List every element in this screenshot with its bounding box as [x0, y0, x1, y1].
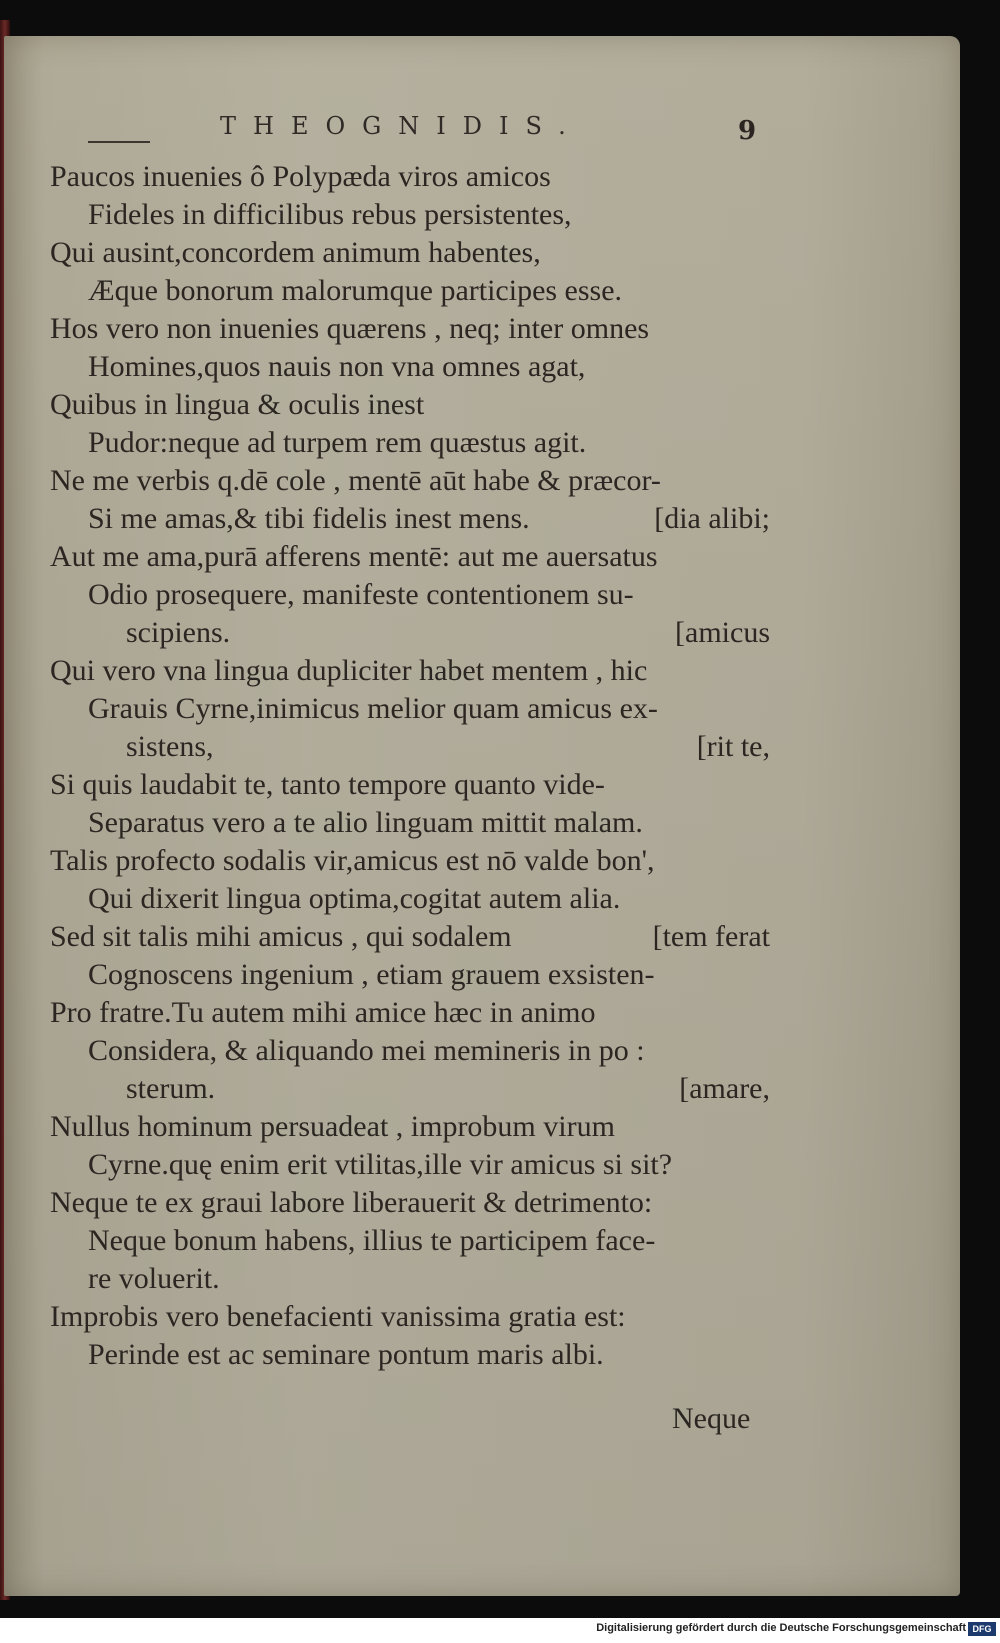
line-text: Qui dixerit lingua optima,cogitat autem alia.: [88, 882, 621, 915]
line-text: Grauis Cyrne,inimicus melior quam amicus ex-: [88, 692, 658, 725]
text-line: [50, 690, 770, 728]
text-line: [50, 1070, 770, 1108]
line-text: Neque te ex graui labore liberauerit & detrimento:: [50, 1186, 653, 1219]
line-continuation: [amicus: [675, 616, 770, 649]
line-text: Pudor:neque ad turpem rem quæstus agit.: [88, 426, 587, 459]
line-text: Talis profecto sodalis vir,amicus est nō valde bon',: [50, 844, 655, 877]
text-line: [50, 386, 770, 424]
header-rule: [88, 141, 150, 143]
line-text: Æque bonorum malorumque participes esse.: [88, 274, 623, 307]
text-line: [50, 918, 770, 956]
text-line: [50, 728, 770, 766]
line-text: scipiens.: [126, 616, 231, 649]
text-line: [50, 1222, 770, 1260]
line-text: Quibus in lingua & oculis inest: [50, 388, 425, 421]
line-continuation: [dia alibi;: [654, 502, 770, 535]
line-continuation: [amare,: [679, 1072, 770, 1105]
text-line: [50, 1298, 770, 1336]
line-text: Perinde est ac seminare pontum maris albi.: [88, 1338, 604, 1371]
line-text: Neque bonum habens, illius te participem face-: [88, 1224, 656, 1257]
line-text: Cognoscens ingenium , etiam grauem exsisten-: [88, 958, 655, 991]
line-text: Hos vero non inuenies quærens , neq; inter omnes: [50, 312, 650, 345]
line-text: Si me amas,& tibi fidelis inest mens.: [88, 502, 530, 535]
line-text: Improbis vero benefacienti vanissima gratia est:: [50, 1300, 626, 1333]
line-text: sterum.: [126, 1072, 216, 1105]
text-line: [50, 804, 770, 842]
line-continuation: [tem ferat: [652, 920, 770, 953]
main-text: [50, 158, 770, 1374]
line-text: Qui ausint,concordem animum habentes,: [50, 236, 541, 269]
text-line: [50, 576, 770, 614]
text-line: [50, 234, 770, 272]
line-text: Nullus hominum persuadeat , improbum virum: [50, 1110, 615, 1143]
text-line: [50, 310, 770, 348]
line-text: Pro fratre.Tu autem mihi amice hæc in animo: [50, 996, 596, 1029]
line-text: Separatus vero a te alio linguam mittit malam.: [88, 806, 643, 839]
text-line: [50, 158, 770, 196]
line-text: Aut me ama,purā afferens mentē: aut me auersatus: [50, 540, 658, 573]
text-line: [50, 500, 770, 538]
line-continuation: [rit te,: [696, 730, 770, 763]
line-text: Paucos inuenies ô Polypæda viros amicos: [50, 160, 551, 193]
text-line: [50, 196, 770, 234]
line-text: Fideles in difficilibus rebus persistentes,: [88, 198, 572, 231]
line-text: Odio prosequere, manifeste contentionem su-: [88, 578, 634, 611]
text-line: [50, 1032, 770, 1070]
text-line: [50, 1108, 770, 1146]
text-line: [50, 956, 770, 994]
catchword: Neque: [672, 1402, 751, 1435]
line-text: Si quis laudabit te, tanto tempore quanto vide-: [50, 768, 605, 801]
line-text: Sed sit talis mihi amicus , qui sodalem: [50, 920, 512, 953]
page-number: 9: [738, 116, 757, 146]
text-line: [50, 424, 770, 462]
footer-bar: [0, 1618, 1000, 1643]
text-line: [50, 614, 770, 652]
text-line: [50, 538, 770, 576]
text-line: [50, 1146, 770, 1184]
text-line: [50, 1260, 770, 1298]
line-text: Qui vero vna lingua dupliciter habet mentem , hic: [50, 654, 648, 687]
text-line: [50, 462, 770, 500]
text-line: [50, 348, 770, 386]
line-text: Homines,quos nauis non vna omnes agat,: [88, 350, 586, 383]
running-title: THEOGNIDIS.: [220, 112, 583, 140]
line-text: re voluerit.: [88, 1262, 220, 1295]
text-line: [50, 272, 770, 310]
text-line: [50, 766, 770, 804]
text-line: [50, 880, 770, 918]
line-text: Ne me verbis q.dē cole , mentē aūt habe & præcor-: [50, 464, 661, 497]
funding-notice: Digitalisierung gefördert durch die Deutsche Forschungsgemeinschaft: [596, 1622, 966, 1634]
text-line: [50, 652, 770, 690]
line-text: Considera, & aliquando mei memineris in po :: [88, 1034, 645, 1067]
text-line: [50, 1184, 770, 1222]
line-text: Cyrne.quę enim erit vtilitas,ille vir amicus si sit?: [88, 1148, 673, 1181]
line-text: sistens,: [126, 730, 214, 763]
text-line: [50, 994, 770, 1032]
dfg-logo-icon: DFG: [968, 1622, 996, 1636]
text-line: [50, 1336, 770, 1374]
text-line: [50, 842, 770, 880]
